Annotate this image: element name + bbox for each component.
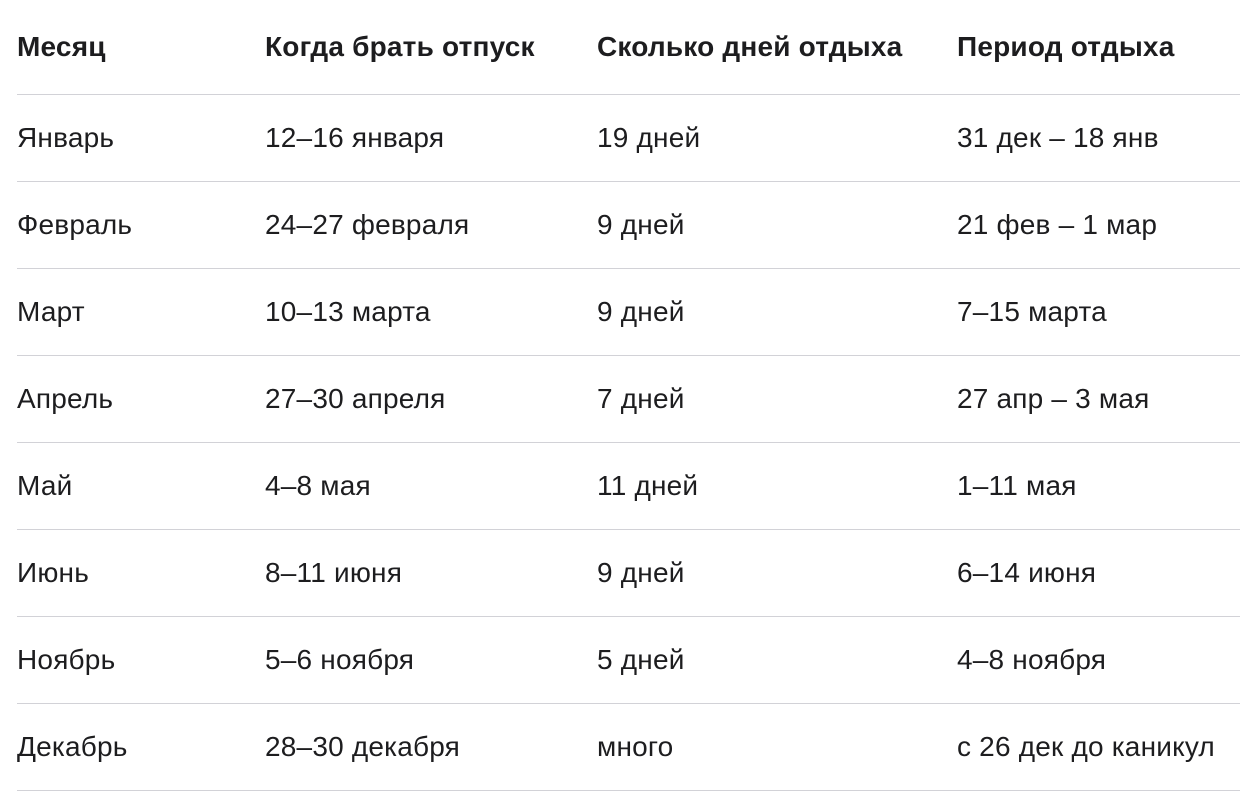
cell-month: Ноябрь [17, 617, 265, 704]
table-row [17, 443, 1240, 530]
cell-period: 1–11 мая [957, 443, 1240, 530]
table-row [17, 617, 1240, 704]
cell-month: Март [17, 269, 265, 356]
cell-when: 4–8 мая [265, 443, 597, 530]
cell-period: 7–15 марта [957, 269, 1240, 356]
cell-days: 7 дней [597, 356, 957, 443]
cell-days: 11 дней [597, 443, 957, 530]
table-header-row [17, 0, 1240, 95]
cell-period: 27 апр – 3 мая [957, 356, 1240, 443]
cell-days: 19 дней [597, 95, 957, 182]
cell-month: Февраль [17, 182, 265, 269]
cell-period: 6–14 июня [957, 530, 1240, 617]
cell-period: 4–8 ноября [957, 617, 1240, 704]
cell-when: 24–27 февраля [265, 182, 597, 269]
table-row [17, 95, 1240, 182]
cell-when: 12–16 января [265, 95, 597, 182]
table-row [17, 530, 1240, 617]
table-row [17, 356, 1240, 443]
cell-when: 8–11 июня [265, 530, 597, 617]
cell-period: с 26 дек до каникул [957, 704, 1240, 791]
cell-month: Декабрь [17, 704, 265, 791]
cell-period: 31 дек – 18 янв [957, 95, 1240, 182]
column-header-period: Период отдыха [957, 0, 1240, 95]
cell-month: Май [17, 443, 265, 530]
cell-days: 5 дней [597, 617, 957, 704]
cell-month: Апрель [17, 356, 265, 443]
table-row [17, 269, 1240, 356]
cell-when: 28–30 декабря [265, 704, 597, 791]
column-header-when: Когда брать отпуск [265, 0, 597, 95]
column-header-days: Сколько дней отдыха [597, 0, 957, 95]
cell-days: 9 дней [597, 530, 957, 617]
column-header-month: Месяц [17, 0, 265, 95]
cell-days: 9 дней [597, 182, 957, 269]
cell-month: Январь [17, 95, 265, 182]
table-row [17, 182, 1240, 269]
cell-month: Июнь [17, 530, 265, 617]
cell-days: 9 дней [597, 269, 957, 356]
cell-period: 21 фев – 1 мар [957, 182, 1240, 269]
cell-when: 10–13 марта [265, 269, 597, 356]
cell-when: 27–30 апреля [265, 356, 597, 443]
vacation-table [17, 0, 1240, 791]
table-row [17, 704, 1240, 791]
cell-days: много [597, 704, 957, 791]
cell-when: 5–6 ноября [265, 617, 597, 704]
